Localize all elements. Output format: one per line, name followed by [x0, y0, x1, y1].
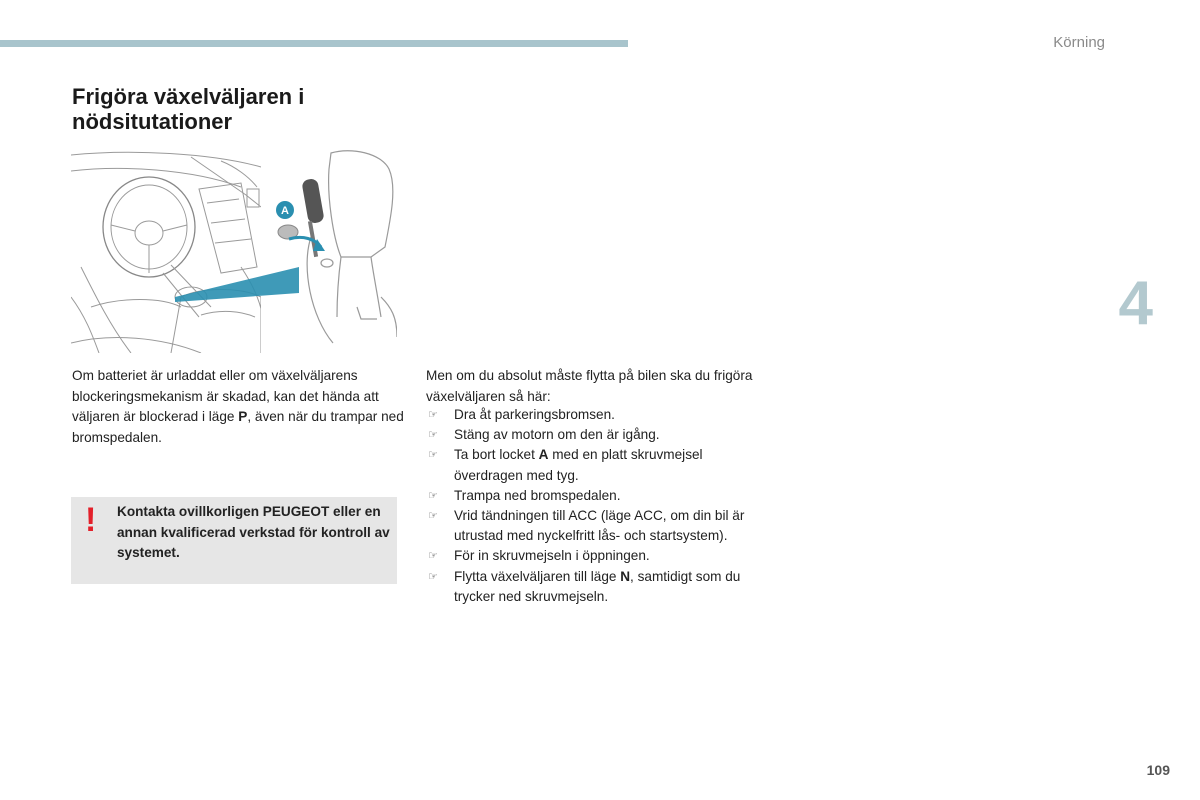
intro-text-part2: , även när du trampar ned bromspedalen. — [72, 409, 404, 445]
step-item — [426, 486, 766, 506]
warning-text: Kontakta ovillkorligen PEUGEOT eller en annan kvalificerad verkstad för kontroll av systemet. — [117, 504, 390, 560]
step-text: För in skruvmejseln i öppningen. — [454, 548, 650, 564]
pointing-hand-icon: ☞ — [428, 489, 438, 502]
pointing-hand-icon: ☞ — [428, 510, 438, 523]
step-item — [426, 567, 766, 607]
exclamation-icon: ! — [85, 501, 97, 539]
step-text: Trampa ned bromspedalen. — [454, 487, 621, 503]
pointing-hand-icon: ☞ — [428, 550, 438, 563]
page-title: Frigöra växelväljaren i nödsitutationer — [72, 84, 305, 134]
step-item — [426, 425, 766, 445]
callout-a-label: A — [281, 205, 289, 217]
step-text-post: med en platt skruvmejsel överdragen med tyg. — [454, 447, 703, 483]
intro-bold-position: P — [238, 409, 248, 424]
top-accent-bar — [0, 40, 628, 47]
step-text: Stäng av motorn om den är igång. — [454, 427, 660, 443]
warning-box — [71, 497, 397, 584]
step-bold: A — [538, 447, 549, 463]
step-text-pre: Flytta växelväljaren till läge — [454, 568, 621, 584]
step-text: Dra åt parkeringsbromsen. — [454, 407, 615, 422]
step-item — [426, 445, 766, 485]
step-text-post: , samtidigt som du trycker ned skruvmejseln. — [454, 568, 741, 604]
steps-intro: Men om du absolut måste flytta på bilen ska du frigöra växelväljaren så här: — [426, 368, 753, 404]
step-text-pre: Ta bort locket — [454, 447, 539, 463]
step-item — [426, 506, 766, 546]
steps-list — [426, 405, 766, 607]
section-name: Körning — [1053, 34, 1105, 51]
step-item — [426, 405, 766, 425]
page-number: 109 — [1146, 762, 1170, 778]
pointing-hand-icon: ☞ — [428, 449, 438, 462]
gear-selector-illustration — [71, 147, 397, 353]
chapter-number: 4 — [1118, 269, 1153, 338]
intro-text-part1: Om batteriet är urladdat eller om växelväljarens blockeringsmekanism är skadad, kan det hända att väljaren är blockerad i läge — [72, 368, 379, 424]
step-text: Vrid tändningen till ACC (läge ACC, om din bil är utrustad med nyckelfritt lås- och startsystem). — [454, 508, 745, 544]
step-item — [426, 546, 766, 566]
pointing-hand-icon: ☞ — [428, 429, 438, 442]
intro-paragraph — [72, 366, 404, 448]
pointing-hand-icon: ☞ — [428, 570, 438, 583]
step-bold: N — [620, 568, 631, 584]
pointing-hand-icon: ☞ — [428, 409, 438, 421]
